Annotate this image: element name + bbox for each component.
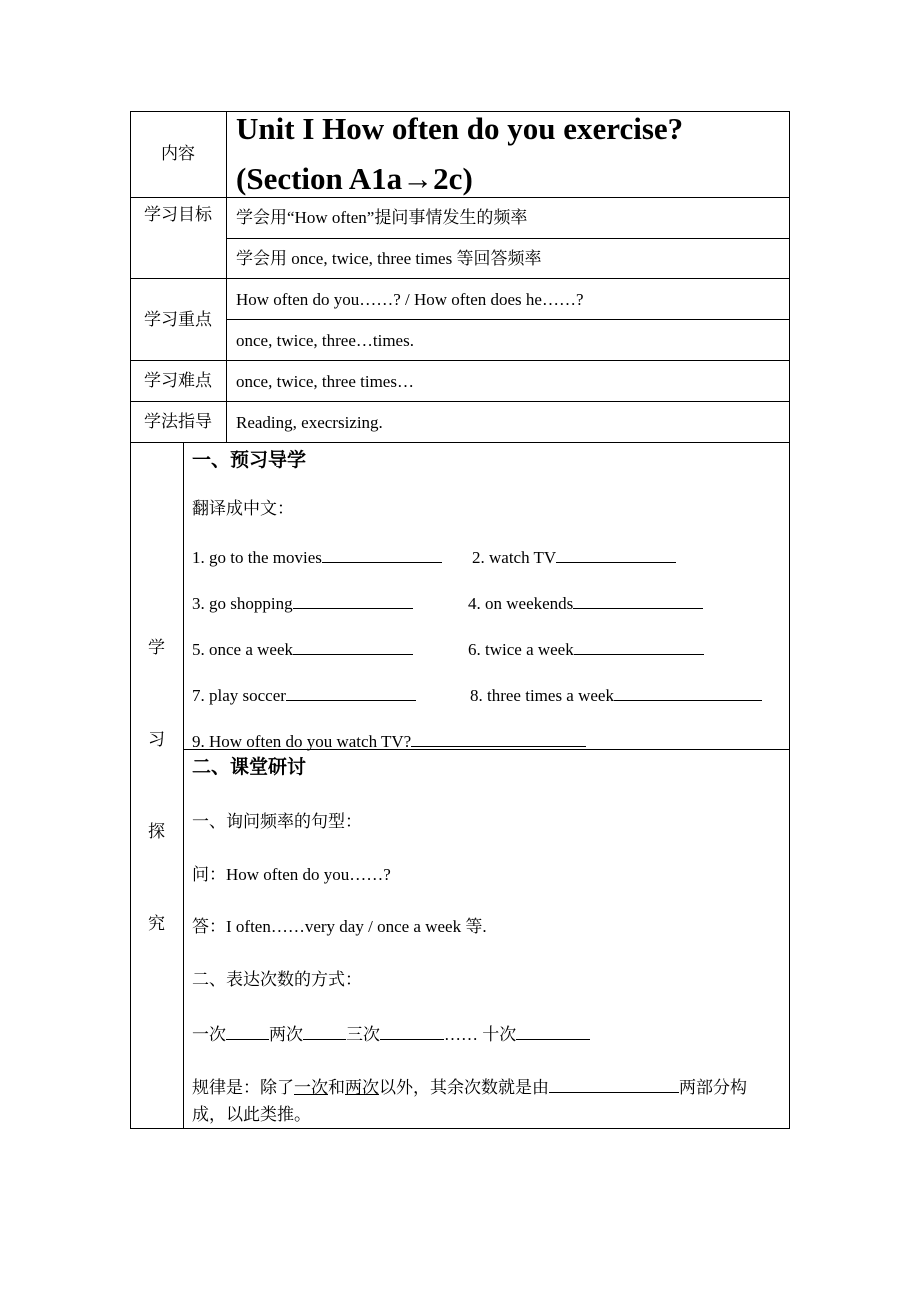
goals-label: 学习目标: [144, 205, 212, 224]
preview-item: 2. watch TV: [472, 545, 676, 568]
difficulties-text: once, twice, three times…: [236, 372, 414, 391]
key-point-item: once, twice, three…times.: [236, 331, 414, 350]
answer-blank[interactable]: [293, 591, 413, 609]
row-divider: [130, 360, 790, 361]
row-divider: [130, 442, 790, 443]
preview-item: 6. twice a week: [468, 637, 704, 660]
rule-line: 规律是：除了一次和两次以外，其余次数就是由 两部分构: [192, 1075, 747, 1098]
column-divider-lower: [183, 442, 184, 1129]
answer-blank[interactable]: [226, 1022, 269, 1040]
unit-title: Unit I How often do you exercise?: [236, 111, 684, 146]
answer-blank[interactable]: [573, 591, 703, 609]
rule-line-continued: 成，以此类推。: [192, 1105, 311, 1124]
table-border-bottom: [130, 1128, 790, 1129]
preview-item: 9. How often do you watch TV?: [192, 729, 586, 752]
answer-blank[interactable]: [322, 545, 442, 563]
row-divider: [130, 197, 790, 198]
goal-item: 学会用 once, twice, three times 等回答频率: [236, 249, 542, 268]
table-border-right: [789, 111, 790, 1129]
preview-item: 1. go to the movies: [192, 545, 442, 568]
column-divider-upper: [226, 111, 227, 442]
preview-item: 4. on weekends: [468, 591, 703, 614]
explore-label-char: 习: [148, 730, 165, 749]
answer-blank[interactable]: [380, 1022, 444, 1040]
section-title: (Section A1a→2c): [236, 161, 473, 196]
preview-item: 5. once a week: [192, 637, 413, 660]
row-divider: [226, 319, 790, 320]
explore-label-char: 探: [148, 822, 165, 841]
answer-blank[interactable]: [556, 545, 676, 563]
answer-blank[interactable]: [516, 1022, 590, 1040]
question-pattern: 问：How often do you……?: [192, 865, 391, 884]
study-plan-table: [130, 111, 790, 1129]
answer-blank[interactable]: [411, 729, 586, 747]
preview-item: 3. go shopping: [192, 591, 413, 614]
preview-heading: 一、预习导学: [192, 450, 307, 471]
method-label: 学法指导: [144, 412, 212, 431]
answer-blank[interactable]: [574, 637, 704, 655]
answer-blank[interactable]: [549, 1075, 679, 1093]
explore-label-char: 究: [148, 914, 165, 933]
key-points-label: 学习重点: [144, 310, 212, 329]
preview-item: 8. three times a week: [470, 683, 762, 706]
discussion-subheading: 二、表达次数的方式：: [192, 970, 362, 989]
discussion-heading: 二、课堂研讨: [192, 757, 307, 778]
answer-pattern: 答：I often……very day / once a week 等.: [192, 917, 487, 936]
discussion-subheading: 一、询问频率的句型：: [192, 812, 362, 831]
answer-blank[interactable]: [614, 683, 762, 701]
row-divider: [226, 238, 790, 239]
answer-blank[interactable]: [293, 637, 413, 655]
row-divider: [130, 278, 790, 279]
method-text: Reading, execrsizing.: [236, 413, 383, 432]
preview-item: 7. play soccer: [192, 683, 416, 706]
preview-instruction: 翻译成中文：: [192, 499, 294, 518]
answer-blank[interactable]: [303, 1022, 346, 1040]
key-point-item: How often do you……? / How often does he……?: [236, 290, 584, 309]
content-label: 内容: [161, 144, 195, 163]
table-border-left: [130, 111, 131, 1129]
goal-item: 学会用“How often”提问事情发生的频率: [236, 208, 528, 227]
times-fill-in: 一次 两次 三次 …… 十次: [192, 1022, 590, 1045]
difficulties-label: 学习难点: [144, 371, 212, 390]
explore-label-char: 学: [148, 638, 165, 657]
answer-blank[interactable]: [286, 683, 416, 701]
row-divider: [130, 401, 790, 402]
